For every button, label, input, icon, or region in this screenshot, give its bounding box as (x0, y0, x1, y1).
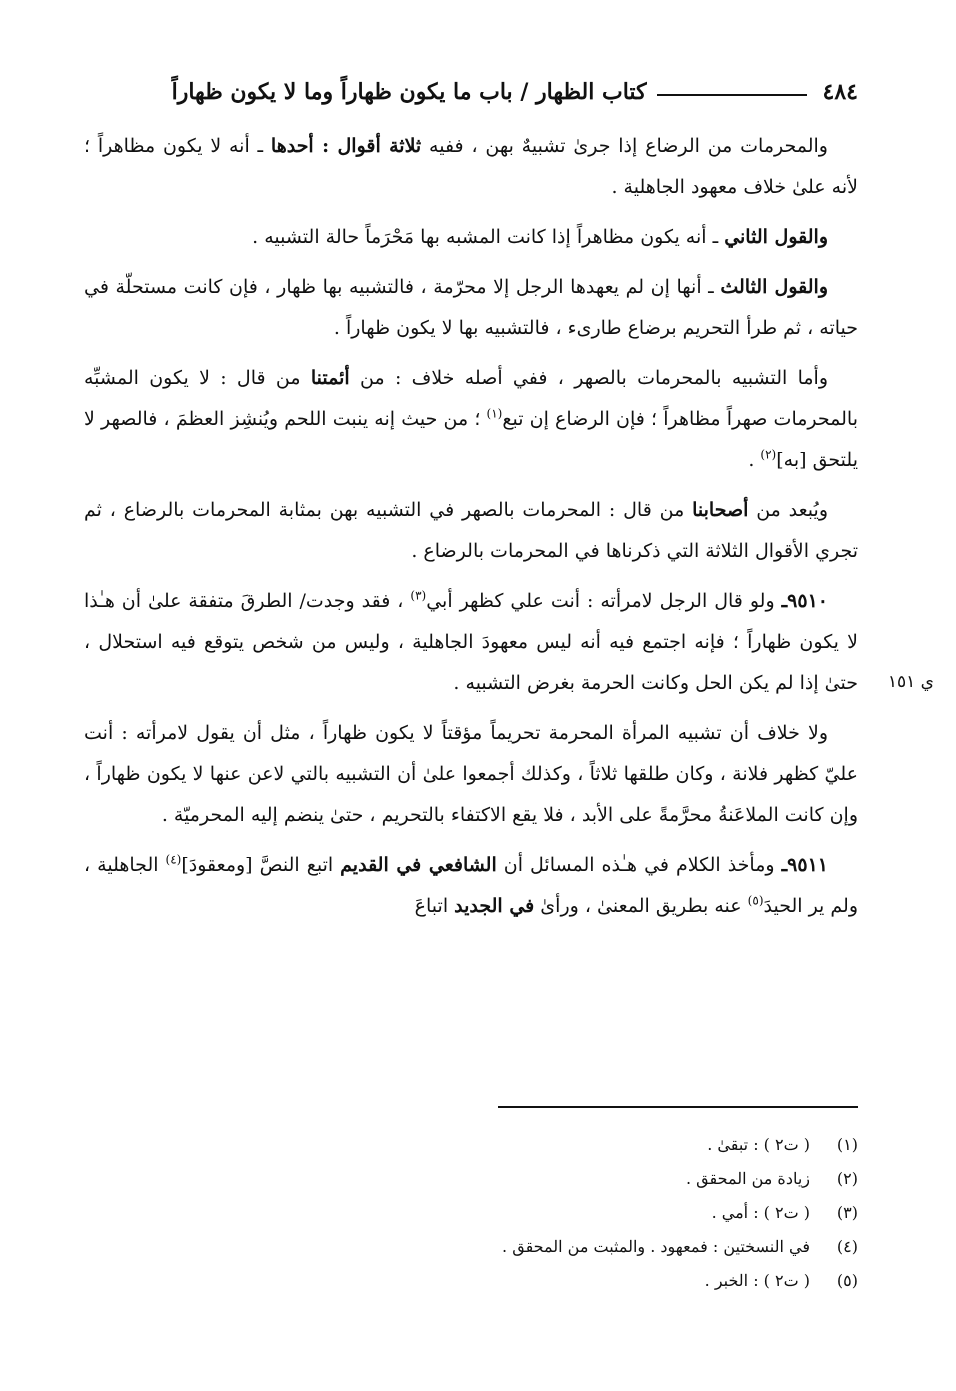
footnote-ref: (١) (486, 406, 503, 421)
paragraph-4 (84, 358, 858, 481)
footnote-number: (٢) (836, 1169, 858, 1188)
text-run: ولو قال الرجل لامرأته : أنت علي كظهر أبي (426, 590, 782, 612)
paragraph-2 (84, 217, 858, 258)
footnote-number: (٥) (836, 1271, 858, 1290)
footnote-ref: (٤) (165, 852, 182, 867)
text-run: ؛ من حيث إنه ينبت اللحم ويُنشِز العظمَ ، فالصهر لا يلتحق [به] (84, 408, 858, 471)
paragraph-5 (84, 490, 858, 572)
issue-number: ٩٥١٠ـ (781, 590, 828, 612)
footnote-text: ( ت٢ ) : أمي . (711, 1203, 810, 1222)
text-run: اتبع النصَّ [ومعقودَ] (181, 854, 341, 876)
footnote-divider (498, 1106, 858, 1108)
footnote-number: (٣) (836, 1203, 858, 1222)
text-run: من قال : لا يكون المشبِّه بالمحرمات صهراً مظاهراً ؛ فإن الرضاع إن تبع (84, 367, 859, 430)
bold-run: في الجديد (454, 895, 535, 917)
bold-run: والقول الثاني (724, 226, 828, 248)
text-run: الجاهلية ، ولم ير الحيدَ (84, 854, 858, 917)
main-text (84, 126, 858, 936)
text-run: ويُبعد من (748, 499, 828, 521)
footnotes (200, 1128, 858, 1298)
footnote-text: ( ت٢ ) : الخبر . (704, 1271, 810, 1290)
text-run: اتباعَ (414, 895, 455, 917)
footnote-text: زيادة من المحقق . (686, 1169, 810, 1188)
footnote-item (200, 1162, 858, 1196)
text-run: والمحرمات من الرضاع إذا جرىٰ تشبيهٌ بهن ، ففيه (421, 135, 828, 157)
text-run: ، فقد وجدت/ الطرقَ متفقة علىٰ أن هـٰذا لا يكون ظهاراً ؛ فإنه اجتمع فيه أنه ليس معهودَ الجاهلية ، وليس من شخص يتوقع فيه استحلال ، حتىٰ إذا لم يكن الحل وكانت الحرمة بغرض التشبيه . (84, 590, 858, 694)
text-run: ـ أنها إن لم يعهدها الرجل إلا محرّمة ، فالتشبيه بها ظهار ، فإن كانت مستحلّة في حياته ، ثم طرأ التحريم برضاع طارىء ، فالتشبيه بها لا يكون ظهاراً . (84, 276, 858, 339)
text-run: ولا خلاف أن تشبيه المرأة المحرمة تحريماً مؤقتاً لا يكون ظهاراً ، مثل أن يقول لامرأته : أنت عليّ كظهر فلانة ، وكان طلقها ثلاثاً ، وكذلك أجمعوا علىٰ أن التشبيه بالتي لاعن عنها لا يكون ظهاراً ، وإن كانت الملاعَنةُ محرَّمةً على الأبد ، فلا يقع الاكتفاء بالتحريم ، حتىٰ ينضم إليه المحرميّة . (84, 722, 858, 826)
bold-run: أصحابنا (692, 499, 749, 521)
paragraph-1 (84, 126, 858, 208)
footnote-number: (٤) (836, 1237, 858, 1256)
footnote-ref: (٢) (760, 447, 777, 462)
text-run: من قال : المحرمات بالصهر في التشبيه بهن بمثابة المحرمات بالرضاع ، ثم تجري الأقوال الثلاثة التي ذكرناها في المحرمات بالرضاع . (84, 499, 858, 562)
footnote-text: ( ت٢ ) : تبقىٰ . (707, 1135, 810, 1154)
footnote-item (200, 1264, 858, 1298)
text-run: . (748, 449, 761, 471)
issue-number: ٩٥١١ـ (781, 854, 828, 876)
text-run: ومأخذ الكلام في هـٰذه المسائل أن (496, 854, 782, 876)
footnote-item (200, 1230, 858, 1264)
footnote-number: (١) (836, 1135, 858, 1154)
running-title: كتاب الظهار / باب ما يكون ظهاراً وما لا يكون ظهاراً (171, 79, 647, 105)
paragraph-6 (84, 581, 858, 704)
text-run: ـ أنه يكون مظاهراً إذا كانت المشبه بها مَحْرَماً حالة التشبيه . (252, 226, 725, 248)
paragraph-3 (84, 267, 858, 349)
text-run: وأما التشبيه بالمحرمات بالصهر ، ففي أصله خلاف : من (349, 367, 828, 389)
footnote-item (200, 1128, 858, 1162)
header-rule (657, 94, 807, 96)
paragraph-8 (84, 845, 858, 927)
text-run: ـ أنه لا يكون مظاهراً ؛ لأنه علىٰ خلاف معهود الجاهلية . (84, 135, 858, 198)
running-header (84, 70, 858, 114)
footnote-item (200, 1196, 858, 1230)
bold-run: أئمتنا (310, 367, 350, 389)
bold-run: ثلاثة أقوال : أحدها (270, 135, 422, 157)
manuscript-page-marker: ي ١٥١ (887, 672, 934, 692)
page-number: ٤٨٤ (822, 79, 858, 105)
paragraph-7 (84, 713, 858, 836)
footnote-text: في النسختين : فمعهود . والمثبت من المحقق . (502, 1237, 810, 1256)
footnote-ref: (٥) (747, 893, 764, 908)
bold-run: والقول الثالث (720, 276, 828, 298)
footnote-ref: (٣) (410, 588, 427, 603)
bold-run: الشافعي في القديم (340, 854, 497, 876)
text-run: عنه بطريق المعنىٰ ، ورأىٰ (534, 895, 748, 917)
